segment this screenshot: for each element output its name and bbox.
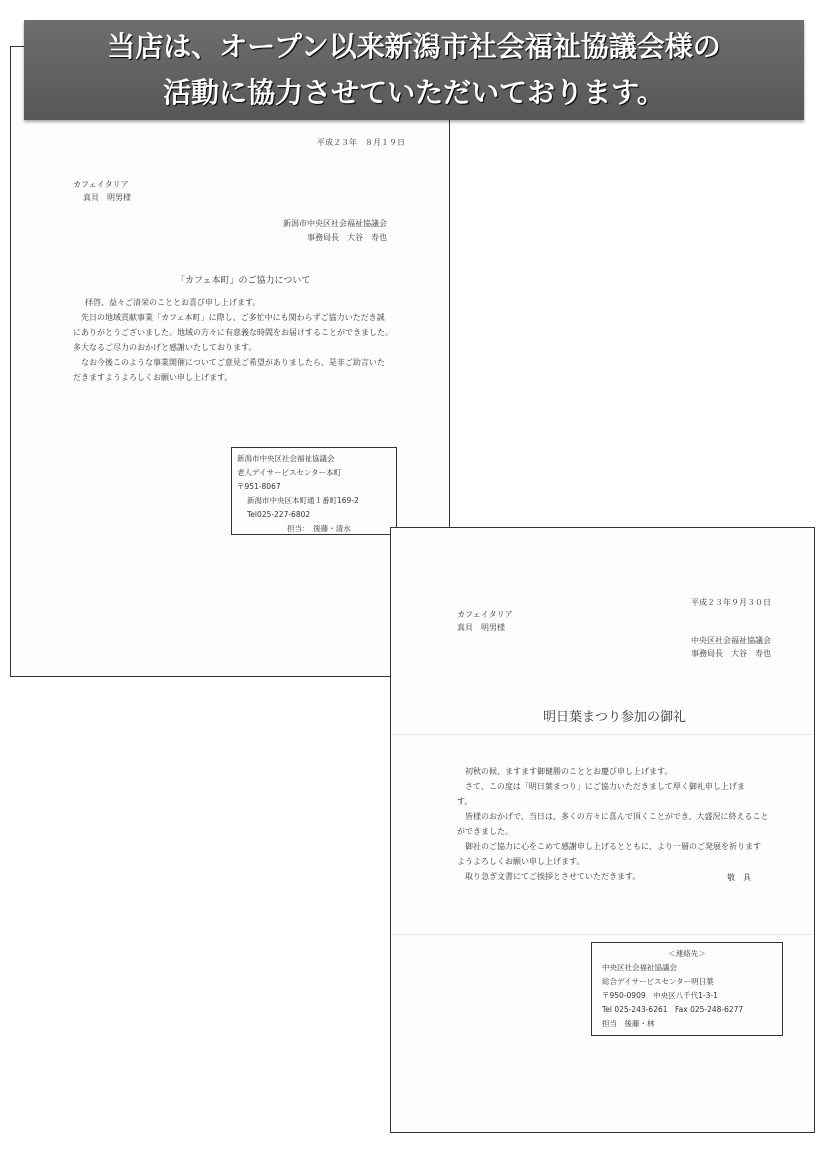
letter2-body: [457, 764, 769, 884]
letter1-sender-org: 新潟市中央区社会福祉協議会: [283, 219, 387, 228]
letter2-addressee-company: カフェイタリア: [457, 610, 513, 619]
letter1-sender-name: 事務局長 大谷 寿也: [307, 233, 387, 242]
fold-line: [391, 934, 814, 935]
banner-line-1: 当店は、オープン以来新潟市社会福祉協議会様の: [107, 30, 721, 63]
letter2-body-line: 取り急ぎ文書にてご挨拶とさせていただきます。: [465, 872, 641, 881]
letter2-body-line: さて、この度は「明日葉まつり」にご協力いただきまして厚く御礼申し上げま: [465, 782, 745, 791]
letter1-body-line: 先日の地域貢献事業「カフェ本町」に際し、ご多忙中にも関わらずご協力いただき誠: [81, 313, 385, 322]
letter-karfe-honcho: [10, 46, 450, 677]
letter1-contact-line: 新潟市中央区社会福祉協議会: [237, 454, 335, 463]
letter2-body-line: ができました。: [457, 827, 513, 836]
letter2-body-line: 御社のご協力に心をこめて感謝申し上げるとともに、より一層のご発展を祈ります: [465, 842, 761, 851]
fold-line: [391, 734, 814, 735]
letter2-sender-org: 中央区社会福祉協議会: [691, 636, 771, 645]
letter2-body-line: 皆様のおかげで、当日は、多くの方々に喜んで頂くことができ、大盛況に終えること: [465, 812, 769, 821]
letter1-body-line: にありがとうございました。地域の方々に有意義な時間をお届けすることができました。: [73, 328, 393, 337]
letter1-addressee-company: カフェイタリア: [73, 180, 129, 189]
letter2-contact-line: 中央区社会福祉協議会: [602, 963, 677, 972]
letter1-contact-line: 〒951-8067: [237, 482, 281, 491]
letter2-closing: 敬 具: [727, 873, 751, 882]
letter2-body-line: ようよろしくお願い申し上げます。: [457, 857, 585, 866]
letter1-body-line: なお今後このような事業開催についてご意見ご希望がありましたら、是非ご助言いた: [81, 358, 385, 367]
letter2-contact-line: ＜連絡先＞: [668, 949, 706, 958]
letter1-date: 平成２３年 ８月１９日: [317, 138, 405, 147]
letter1-contact-box: [231, 447, 397, 535]
headline-banner: [24, 20, 804, 120]
letter1-contact-line: 新潟市中央区本町通１番町169-2: [247, 496, 359, 505]
letter2-contact-line: 〒950-0909 中央区八千代1-3-1: [602, 991, 718, 1000]
letter1-contact-line: 担当： 後藤・清水: [287, 524, 351, 533]
letter1-contact-line: Tel025-227-6802: [247, 510, 311, 519]
letter2-date: 平成２３年９月３０日: [691, 598, 771, 607]
letter1-body-line: だきますようよろしくお願い申し上げます。: [73, 373, 233, 382]
letter1-subject: 「カフェ本町」のご協力について: [176, 276, 311, 286]
letter1-contact-line: 老人デイサービスセンター本町: [237, 468, 342, 477]
letter2-contact-line: 担当 後藤・林: [602, 1019, 655, 1028]
letter1-body-line: 多大なるご尽力のおかげと感謝いたしております。: [73, 343, 257, 352]
letter2-contact-line: Tel 025-243-6261 Fax 025-248-6277: [602, 1005, 744, 1014]
letter2-addressee-name: 真貝 明男様: [457, 623, 505, 632]
letter2-subject: 明日葉まつり参加の御礼: [543, 710, 687, 725]
letter2-contact-box: [591, 942, 783, 1036]
letter2-contact-line: 総合デイサービスセンター明日葉: [602, 977, 714, 986]
letter-ashitaba-festival: [390, 527, 815, 1133]
banner-line-2: 活動に協力させていただいております。: [163, 76, 665, 109]
letter1-body: [73, 295, 393, 385]
letter2-body-line: す。: [457, 797, 473, 806]
letter1-addressee-name: 真貝 明男様: [83, 193, 131, 202]
letter2-body-line: 初秋の候、ますます御健勝のこととお慶び申し上げます。: [465, 767, 673, 776]
letter1-body-line: 拝啓、益々ご清栄のこととお喜び申し上げます。: [85, 298, 261, 307]
letter2-sender-name: 事務局長 大谷 寿也: [691, 649, 771, 658]
